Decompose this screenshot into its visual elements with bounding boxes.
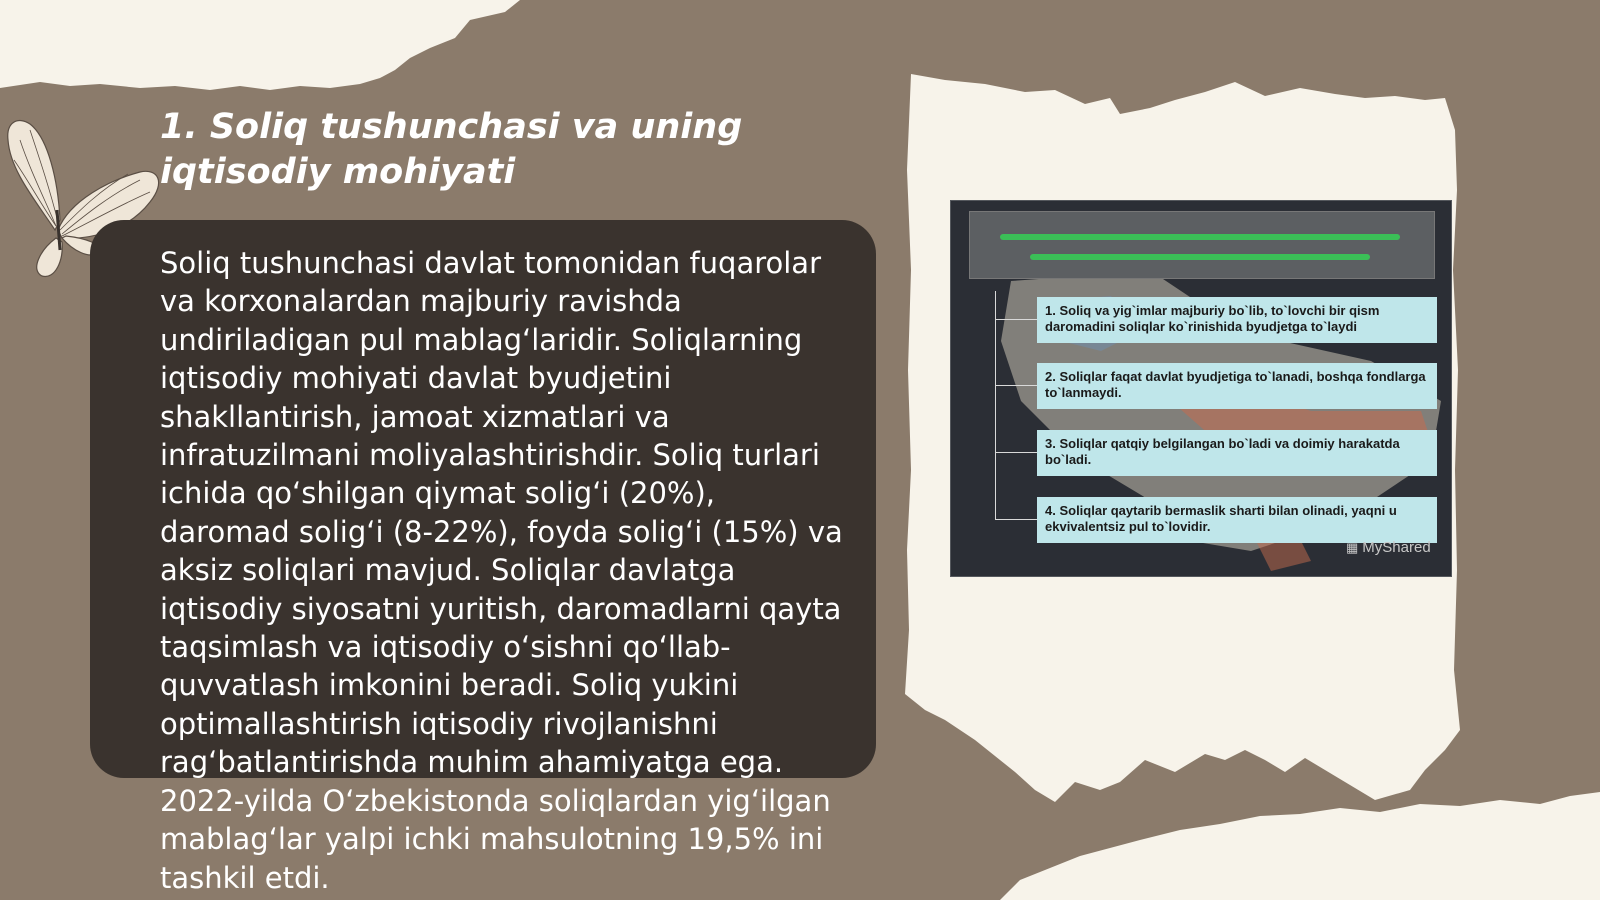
connector-line bbox=[995, 385, 1037, 386]
slide-list-item: 4. Soliqlar qaytarib bermaslik sharti bilan olinadi, yaqni u ekvivalentsiz pul to`lovidir. bbox=[1037, 497, 1437, 543]
torn-paper-bottom bbox=[1000, 790, 1600, 900]
slide-title: 1. Soliq tushunchasi va uning iqtisodiy mohiyati bbox=[160, 107, 743, 192]
body-paragraph: Soliq tushunchasi davlat tomonidan fuqarolar va korxonalardan majburiy ravishda undiriladigan pul mablag‘laridir. Soliqlarning iqtisodiy mohiyati davlat byudjetini shakllantirish, jamoat xizmatlari va infratuzilmani moliyalashtirishdir. Soliq turlari ichida qo‘shilgan qiymat solig‘i (20%), daromad solig‘i (8-22%), foyda solig‘i (15%) va aksiz soliqlari mavjud. Soliqlar davlatga iqtisodiy siyosatni yuritish, daromadlarni qayta taqsimlash va iqtisodiy o‘sishni qo‘llab-quvvatlash imkonini beradi. Soliq yukini optimallashtirish iqtisodiy rivojlanishni rag‘batlantirishda muhim ahamiyatga ega. 2022-yilda O‘zbekistonda soliqlardan yig‘ilgan mablag‘lar yalpi ichki mahsulotning 19,5% ini tashkil etdi. bbox=[160, 246, 843, 895]
connector-line bbox=[995, 319, 1037, 320]
connector-line bbox=[995, 519, 1037, 520]
slide-header-text-line bbox=[1030, 254, 1370, 260]
connector-line bbox=[995, 291, 996, 519]
watermark-logo-icon: ▦ bbox=[1346, 540, 1359, 555]
slide-list-item: 3. Soliqlar qatqiy belgilangan bo`ladi va doimiy harakatda bo`ladi. bbox=[1037, 430, 1437, 476]
connector-line bbox=[995, 452, 1037, 453]
slide-list-item: 2. Soliqlar faqat davlat byudjetiga to`lanadi, boshqa fondlarga to`lanmaydi. bbox=[1037, 363, 1437, 409]
watermark bbox=[1346, 539, 1431, 556]
slide-header bbox=[969, 211, 1435, 279]
embedded-slide-image bbox=[950, 200, 1452, 577]
slide-header-text-line bbox=[1000, 234, 1400, 240]
slide-list-item: 1. Soliq va yig`imlar majburiy bo`lib, to`lovchi bir qism daromadini soliqlar ko`rinishida byudjetga to`laydi bbox=[1037, 297, 1437, 343]
watermark-text: MyShared bbox=[1362, 539, 1431, 556]
